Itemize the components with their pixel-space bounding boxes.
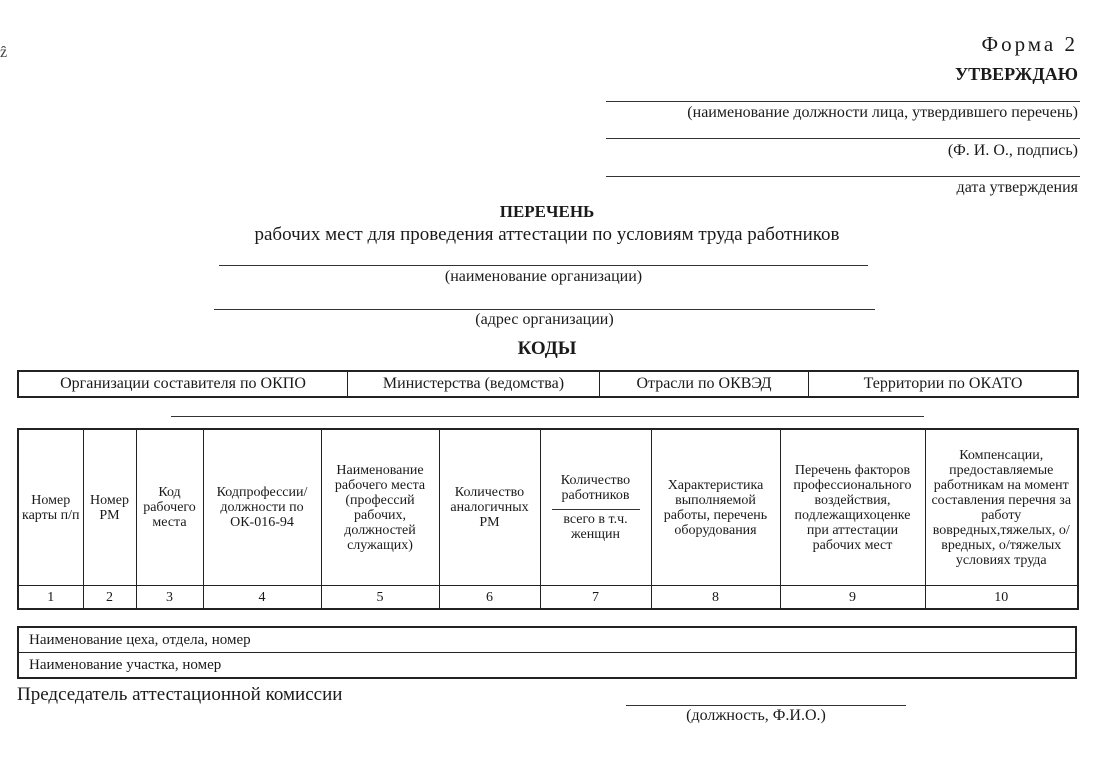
form-number: Форма 2 bbox=[981, 32, 1078, 56]
worker-count-label: Количество работников bbox=[560, 473, 631, 503]
col-number: 9 bbox=[780, 586, 925, 610]
separator-line bbox=[171, 416, 924, 417]
col-number: 1 bbox=[18, 586, 83, 610]
col-number: 10 bbox=[925, 586, 1078, 610]
name-signature-caption: (Ф. И. О., подпись) bbox=[947, 142, 1078, 159]
org-address-caption: (адрес организации) bbox=[475, 311, 614, 328]
col-number: 8 bbox=[651, 586, 780, 610]
org-name-line bbox=[219, 265, 868, 266]
worker-count-sub: всего в т.ч. женщин bbox=[563, 512, 628, 542]
col-header-work-characteristics: Характеристика выполняемой работы, перечень оборудования bbox=[651, 429, 780, 586]
approve-heading: УТВЕРЖДАЮ bbox=[954, 64, 1078, 84]
col-header-wp-code: Код рабочего места bbox=[136, 429, 203, 586]
code-ministry: Министерства (ведомства) bbox=[348, 371, 600, 397]
signature-line bbox=[626, 705, 906, 706]
org-address-line bbox=[214, 309, 875, 310]
col-number: 2 bbox=[83, 586, 136, 610]
col-number: 3 bbox=[136, 586, 203, 610]
date-line bbox=[606, 176, 1080, 177]
code-okved: Отрасли по ОКВЭД bbox=[600, 371, 809, 397]
col-header-profession-code: Кодпрофессии/ должности по ОК-016-94 bbox=[203, 429, 321, 586]
col-header-wp-number: Номер РМ bbox=[83, 429, 136, 586]
edge-mark: ẑ bbox=[0, 44, 8, 61]
document-title: ПЕРЕЧЕНЬ bbox=[499, 202, 595, 221]
position-caption: (наименование должности лица, утвердившего перечень) bbox=[687, 104, 1078, 121]
col-number: 5 bbox=[321, 586, 439, 610]
col-number: 4 bbox=[203, 586, 321, 610]
workplace-table bbox=[17, 428, 1079, 610]
col-header-compensations: Компенсации, предоставляемые работникам на момент составления перечня за работу вовредных,тяжелых, о/вредных, о/тяжелых условиях труда bbox=[925, 429, 1078, 586]
col-header-similar-count: Количество аналогичных РМ bbox=[439, 429, 540, 586]
org-name-caption: (наименование организации) bbox=[444, 268, 643, 285]
name-signature-line bbox=[606, 138, 1080, 139]
section-name-row: Наименование участка, номер bbox=[18, 653, 1076, 679]
code-okato: Территории по ОКАТО bbox=[809, 371, 1079, 397]
col-number: 7 bbox=[540, 586, 651, 610]
code-okpo: Организации составителя по ОКПО bbox=[18, 371, 348, 397]
date-caption: дата утверждения bbox=[956, 179, 1078, 196]
codes-title: КОДЫ bbox=[517, 338, 577, 359]
col-header-card-number: Номер карты п/п bbox=[18, 429, 83, 586]
worker-count-divider bbox=[552, 509, 640, 510]
shop-name-row: Наименование цеха, отдела, номер bbox=[18, 627, 1076, 653]
chairman-label: Председатель аттестационной комиссии bbox=[17, 684, 343, 705]
col-header-wp-name: Наименование рабочего места (профессий рабочих, должностей служащих) bbox=[321, 429, 439, 586]
col-number: 6 bbox=[439, 586, 540, 610]
codes-table bbox=[17, 370, 1079, 398]
shop-table bbox=[17, 626, 1077, 679]
signature-caption: (должность, Ф.И.О.) bbox=[686, 707, 826, 724]
position-line bbox=[606, 101, 1080, 102]
document-subtitle: рабочих мест для проведения аттестации по условиям труда работников bbox=[254, 224, 840, 245]
col-header-factors: Перечень факторов профессионального воздействия, подлежащихоценке при аттестации рабочих мест bbox=[780, 429, 925, 586]
col-header-worker-count bbox=[540, 429, 651, 586]
